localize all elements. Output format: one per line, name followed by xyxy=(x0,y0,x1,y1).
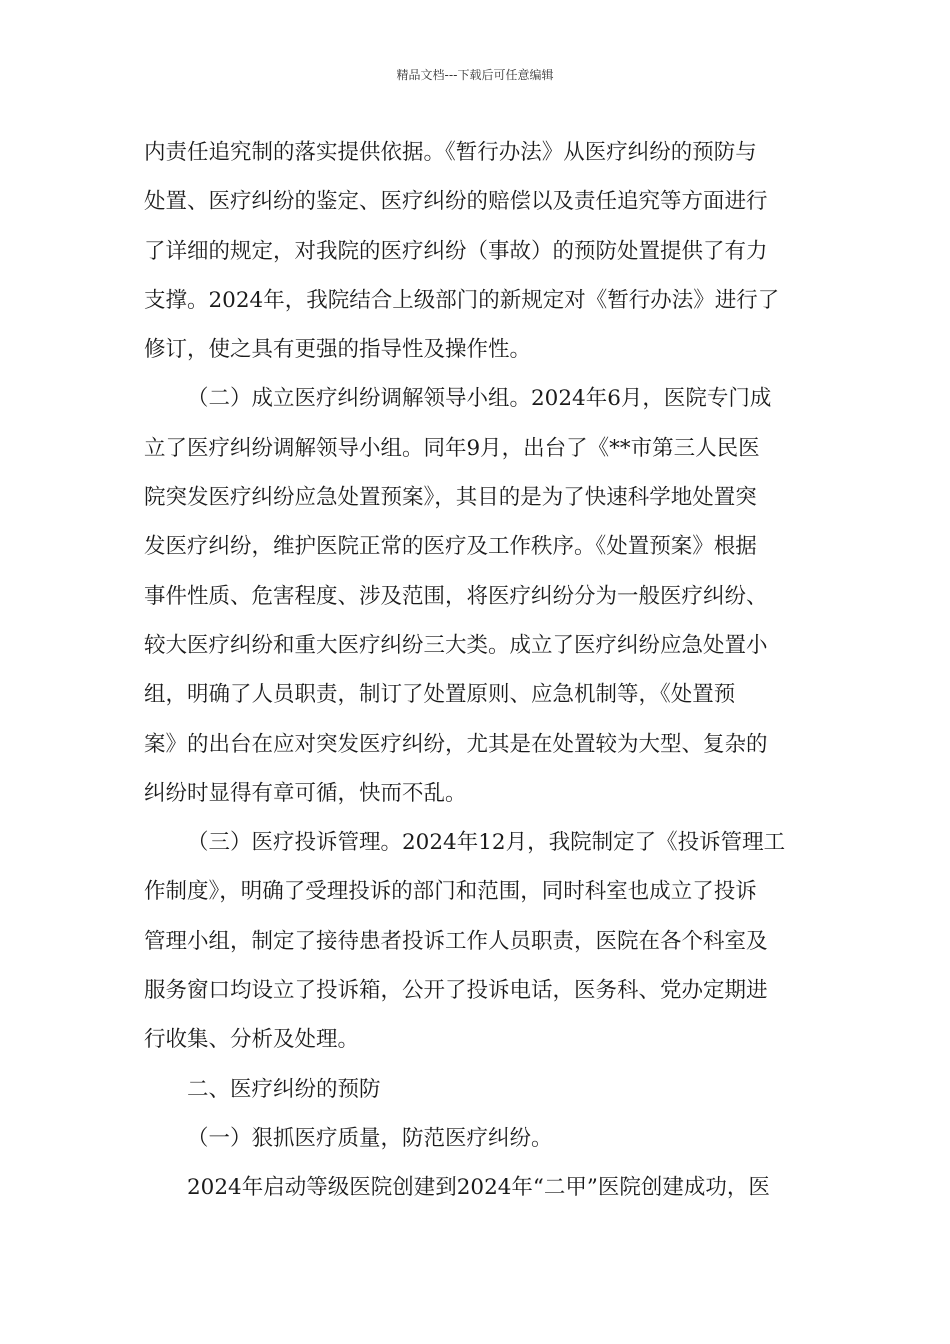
text-line: 内责任追究制的落实提供依据。《暂行办法》从医疗纠纷的预防与 xyxy=(144,140,757,165)
text-line: 组，明确了人员职责，制订了处置原则、应急机制等，《处置预 xyxy=(144,682,736,708)
text-line: 院突发医疗纠纷应急处置预案》，其目的是为了快速科学地处置突 xyxy=(144,485,757,511)
text-line: （二）成立医疗纠纷调解领导小组。2024年6月，医院专门成 xyxy=(187,386,772,412)
text-line: 案》的出台在应对突发医疗纠纷，尤其是在处置较为大型、复杂的 xyxy=(144,731,768,757)
text-line: 作制度》，明确了受理投诉的部门和范围，同时科室也成立了投诉 xyxy=(144,879,757,905)
text-line: 行收集、分析及处理。 xyxy=(144,1027,360,1053)
text-line: （三）医疗投诉管理。2024年12月，我院制定了《投诉管理工 xyxy=(187,830,786,856)
text-line: 较大医疗纠纷和重大医疗纠纷三大类。成立了医疗纠纷应急处置小 xyxy=(144,632,768,658)
text-line: 管理小组，制定了接待患者投诉工作人员职责，医院在各个科室及 xyxy=(144,928,768,954)
text-line: 修订，使之具有更强的指导性及操作性。 xyxy=(144,337,532,363)
text-line: 发医疗纠纷，维护医院正常的医疗及工作秩序。《处置预案》根据 xyxy=(144,534,757,560)
text-line: 支撑。2024年，我院结合上级部门的新规定对《暂行办法》进行了 xyxy=(144,287,780,313)
text-line: 纠纷时显得有章可循，快而不乱。 xyxy=(144,780,467,806)
document-body xyxy=(144,128,808,1213)
text-line: 立了医疗纠纷调解领导小组。同年9月，出台了《**市第三人民医 xyxy=(144,435,760,461)
text-line: 处置、医疗纠纷的鉴定、医疗纠纷的赔偿以及责任追究等方面进行 xyxy=(144,189,768,215)
text-line: （一）狠抓医疗质量，防范医疗纠纷。 xyxy=(187,1125,553,1151)
text-line: 服务窗口均设立了投诉箱，公开了投诉电话，医务科、党办定期进 xyxy=(144,978,768,1004)
text-line: 事件性质、危害程度、涉及范围，将医疗纠纷分为一般医疗纠纷、 xyxy=(144,583,768,609)
page-header: 精品文档---下载后可任意编辑 xyxy=(396,68,554,82)
text-line: 了详细的规定，对我院的医疗纠纷（事故）的预防处置提供了有力 xyxy=(144,238,768,264)
text-line: 2024年启动等级医院创建到2024年“二甲”医院创建成功，医 xyxy=(187,1175,770,1201)
text-line: 二、医疗纠纷的预防 xyxy=(187,1076,381,1102)
